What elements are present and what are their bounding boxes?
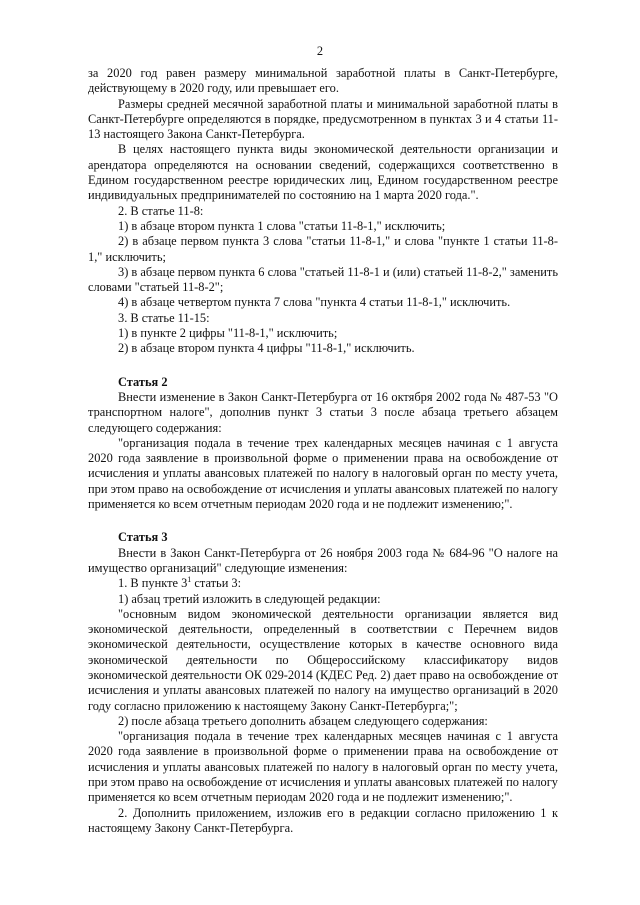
list-item: 4) в абзаце четвертом пункта 7 слова "пункта 4 статьи 11-8-1," исключить. bbox=[118, 295, 511, 310]
list-item: 3) в абзаце первом пункта 6 слова "статьей 11-8-1 и (или) статьей 11-8-2," заменить словами "статьей 11-8-2"; bbox=[88, 264, 558, 295]
list-item: 2) в абзаце первом пункта 3 слова "статьи 11-8-1," и слова "пункте 1 статьи 11-8-1," исключить; bbox=[88, 234, 558, 264]
list-item: 2) в абзаце втором пункта 4 цифры "11-8-1," исключить. bbox=[118, 341, 415, 356]
list-item bbox=[88, 576, 558, 591]
article-heading: Статья 2 bbox=[118, 374, 168, 389]
list-item: 1) в абзаце втором пункта 1 слова "статьи 11-8-1," исключить; bbox=[118, 218, 446, 233]
paragraph: за 2020 год равен размеру минимальной заработной платы в Санкт-Петербурге, действующему в 2020 году, или превышает его. bbox=[88, 66, 558, 96]
list-item: 3. В статье 11-15: bbox=[118, 310, 210, 325]
document-body bbox=[88, 66, 558, 836]
paragraph: Внести в Закон Санкт-Петербурга от 26 ноября 2003 года № 684-96 "О налоге на имущество организаций" следующие изменения: bbox=[88, 545, 558, 575]
paragraph: Внести изменение в Закон Санкт-Петербурга от 16 октября 2002 года № 487-53 "О транспортном налоге", дополнив пункт 3 статьи 3 после абзаца третьего абзацем следующего содержания: bbox=[88, 389, 558, 435]
quoted-paragraph: "организация подала в течение трех календарных месяцев начиная с 1 августа 2020 года заявление в произвольной форме о применении права на освобождение от исчисления и уплаты авансовых платежей по налогу в налоговый орган по месту учета, при этом право на освобождение от исчисления и уплаты авансовых платежей по налогу применяется ко всем отчетным периодам 2020 года и не подлежит изменению;". bbox=[88, 435, 558, 512]
list-item: 2) после абзаца третьего дополнить абзацем следующего содержания: bbox=[118, 713, 488, 728]
list-item: 2. В статье 11-8: bbox=[118, 203, 204, 218]
quoted-paragraph: "основным видом экономической деятельности организации является вид экономической деятельности, определенный в соответствии с Перечнем видов экономической деятельности, осуществление которых в качестве основного вида экономической деятельности по Общероссийскому классификатору видов экономической деятельности ОК 029-2014 (КДЕС Ред. 2) дает право на освобождение от исчисления и уплаты авансовых платежей по налогу на имущество организаций в 2020 году согласно приложению к настоящему Закону Санкт-Петербурга;"; bbox=[88, 606, 558, 713]
paragraph: Размеры средней месячной заработной платы и минимальной заработной платы в Санкт-Петербурге определяются в порядке, предусмотренном в пунктах 3 и 4 статьи 11-13 настоящего Закона Санкт-Петербурга. bbox=[88, 96, 558, 142]
clause-text: 1. В пункте 3 bbox=[118, 576, 188, 591]
superscript: 1 bbox=[187, 575, 192, 585]
paragraph: В целях настоящего пункта виды экономической деятельности организации и арендатора определяются на основании сведений, содержащихся соответственно в Едином государственном реестре юридических лиц, Едином государственном реестре индивидуальных предпринимателей по состоянию на 1 марта 2020 года.". bbox=[88, 142, 558, 203]
list-item: 1) абзац третий изложить в следующей редакции: bbox=[118, 591, 381, 606]
clause-text: статьи 3: bbox=[191, 576, 242, 591]
article-heading: Статья 3 bbox=[118, 530, 168, 545]
quoted-paragraph: "организация подала в течение трех календарных месяцев начиная с 1 августа 2020 года заявление в произвольной форме о применении права на освобождение от исчисления и уплаты авансовых платежей по налогу в налоговый орган по месту учета, при этом право на освобождение от исчисления и уплаты авансовых платежей по налогу применяется ко всем отчетным периодам 2020 года и не подлежит изменению;". bbox=[88, 729, 558, 805]
list-item: 1) в пункте 2 цифры "11-8-1," исключить; bbox=[118, 326, 338, 341]
list-item: 2. Дополнить приложением, изложив его в редакции согласно приложению 1 к настоящему Закону Санкт-Петербурга. bbox=[88, 805, 558, 835]
page-number: 2 bbox=[316, 44, 324, 58]
